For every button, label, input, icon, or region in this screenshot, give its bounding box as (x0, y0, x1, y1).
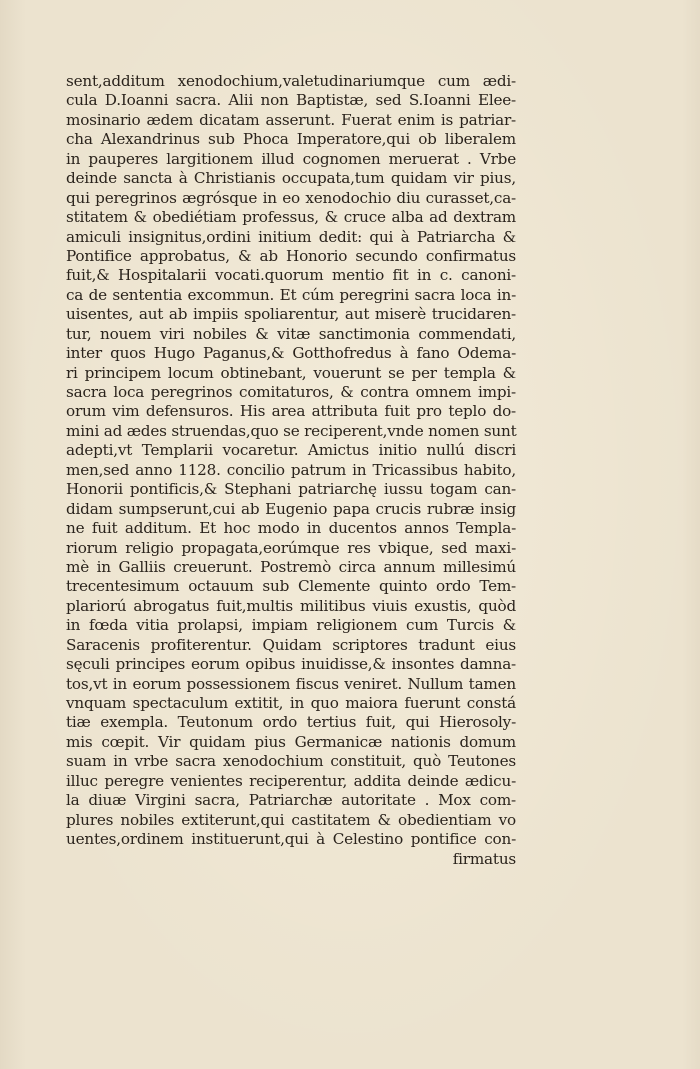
text-line: sacra loca peregrinos comitaturos, & contra omnem impi- (66, 383, 516, 401)
text-line: in pauperes largitionem illud cognomen meruerat . Vrbe (66, 149, 516, 168)
text-line: ri principem locum obtinebant, vouerunt se per templa & (66, 363, 516, 382)
text-line: sent,additum xenodochium,valetudinariumque cum ædi- (66, 72, 516, 90)
text-line: didam sumpserunt,cui ab Eugenio papa crucis rubræ insig (66, 499, 516, 518)
text-line: adepti,vt Templarii vocaretur. Amictus initio nullú discri (66, 441, 516, 460)
text-line: ca de sententia excommun. Et cúm peregrini sacra loca in- (66, 285, 516, 304)
text-line: plariorú abrogatus fuit,multis militibus viuis exustis, quòd (66, 596, 516, 615)
text-line: amiculi insignitus,ordini initium dedit: qui à Patriarcha & (66, 227, 516, 246)
text-line: qui peregrinos ægrósque in eo xenodochio diu curasset,ca- (66, 188, 516, 207)
text-line: illuc peregre venientes reciperentur, addita deinde ædicu- (66, 771, 516, 790)
text-line: tiæ exempla. Teutonum ordo tertius fuit, qui Hierosoly- (66, 713, 516, 732)
text-line: ne fuit additum. Et hoc modo in ducentos annos Templa- (66, 519, 516, 538)
text-line: tur, nouem viri nobiles & vitæ sanctimonia commendati, (66, 324, 516, 343)
text-line: sęculi principes eorum opibus inuidisse,& insontes damna- (66, 655, 516, 674)
text-line: cula D.Ioanni sacra. Alii non Baptistæ, sed S.Ioanni Elee- (66, 91, 516, 110)
text-line: inter quos Hugo Paganus,& Gotthofredus à fano Odema- (66, 344, 516, 363)
text-line: trecentesimum octauum sub Clemente quinto ordo Tem- (66, 577, 516, 596)
text-line: in fœda vitia prolapsi, impiam religionem cum Turcis & (66, 616, 516, 635)
text-line: plures nobiles extiterunt,qui castitatem & obedientiam vo (66, 810, 516, 829)
text-line: suam in vrbe sacra xenodochium constituit, quò Teutones (66, 752, 516, 771)
text-line: riorum religio propagata,eorúmque res vbique, sed maxi- (66, 538, 516, 557)
text-line: mis cœpit. Vir quidam pius Germanicæ nationis domum (66, 732, 516, 751)
text-line: la diuæ Virgini sacra, Patriarchæ autoritate . Mox com- (66, 791, 516, 810)
text-line: uisentes, aut ab impiis spoliarentur, aut miserè trucidaren- (66, 305, 516, 324)
text-line: uentes,ordinem instituerunt,qui à Celestino pontifice con- (66, 830, 516, 849)
text-line: cha Alexandrinus sub Phoca Imperatore,qui ob liberalem (66, 130, 516, 149)
text-line: Honorii pontificis,& Stephani patriarchę iussu togam can- (66, 480, 516, 499)
text-line: tos,vt in eorum possessionem fiscus veniret. Nullum tamen (66, 674, 516, 693)
text-line: mè in Galliis creuerunt. Postremò circa annum millesimú (66, 557, 516, 576)
text-line: fuit,& Hospitalarii vocati.quorum mentio fit in c. canoni- (66, 266, 516, 285)
text-line: orum vim defensuros. His area attributa fuit pro teplo do- (66, 402, 516, 421)
text-line: mini ad ædes struendas,quo se reciperent,vnde nomen sunt (66, 421, 517, 440)
text-line: Saracenis profiterentur. Quidam scriptores tradunt eius (66, 635, 516, 654)
text-line: mosinario ædem dicatam asserunt. Fuerat enim is patriar- (66, 110, 516, 129)
text-line: deinde sancta à Christianis occupata,tum quidam vir pius, (66, 169, 516, 188)
text-line: men,sed anno 1128. concilio patrum in Tricassibus habito, (66, 460, 516, 479)
text-line: stitatem & obediétiam professus, & cruce alba ad dextram (66, 208, 516, 227)
text-line: vnquam spectaculum extitit, in quo maiora fuerunt constá (66, 694, 516, 712)
catchword: firmatus (452, 849, 516, 868)
text-line: Pontifice approbatus, & ab Honorio secundo confirmatus (66, 246, 516, 265)
text-block (66, 72, 516, 869)
